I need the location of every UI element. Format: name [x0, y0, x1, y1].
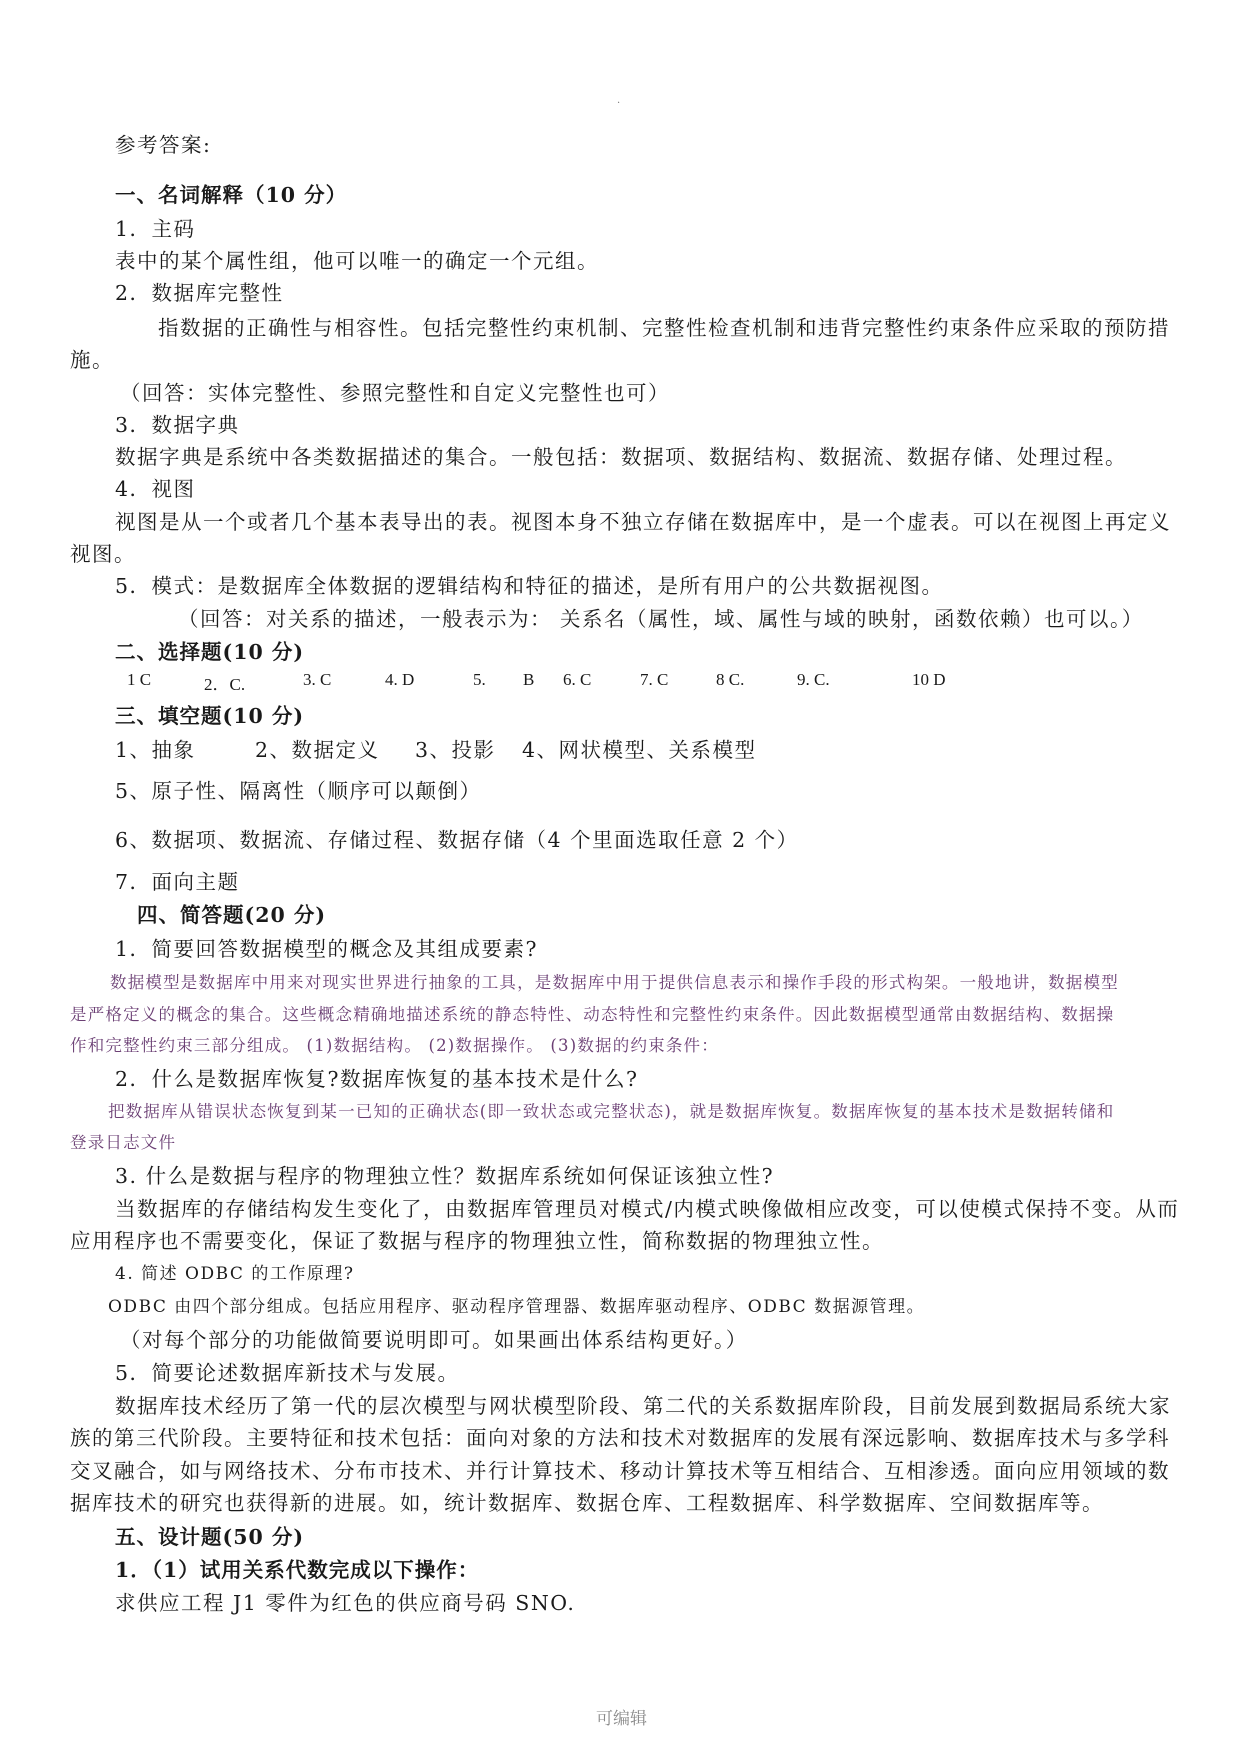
s1-q2-answer-line2: 施。: [70, 348, 114, 372]
s4-q2-answer-line1: 把数据库从错误状态恢复到某一已知的正确状态(即一致状态或完整状态)，就是数据库恢复。数据库恢复的基本技术是数据转储和: [108, 1102, 1115, 1121]
section-4-title: 四、简答题(20 分): [137, 903, 327, 927]
s1-q3-title: 3．数据字典: [115, 413, 240, 437]
mcq-answer-10: 10 D: [912, 670, 946, 689]
s4-q5-answer-line1: 数据库技术经历了第一代的层次模型与网状模型阶段、第二代的关系数据库阶段，目前发展到数据局系统大家: [115, 1394, 1171, 1418]
section-2-title: 二、选择题(10 分): [115, 640, 305, 664]
mcq-answer-3: 3. C: [303, 670, 332, 689]
mcq-answer-4: 4. D: [385, 670, 415, 689]
s4-q5-answer-line4: 据库技术的研究也获得新的进展。如，统计数据库、数据仓库、工程数据库、科学数据库、空间数据库等。: [70, 1491, 1104, 1515]
s4-q3-answer-line2: 应用程序也不需要变化，保证了数据与程序的物理独立性，简称数据的物理独立性。: [70, 1229, 884, 1253]
s4-q1-answer-line2: 是严格定义的概念的集合。这些概念精确地描述系统的静态特性、动态特性和完整性约束条件。因此数据模型通常由数据结构、数据操: [70, 1005, 1115, 1024]
mcq-answer-8: 8 C.: [716, 670, 745, 689]
s4-q1-answer-line3: 作和完整性约束三部分组成。 (1)数据结构。 (2)数据操作。 (3)数据的约束条件：: [70, 1036, 719, 1055]
s4-q2-title: 2．什么是数据库恢复?数据库恢复的基本技术是什么?: [115, 1067, 639, 1091]
s4-q3-title: 3. 什么是数据与程序的物理独立性？数据库系统如何保证该独立性?: [115, 1164, 775, 1188]
s4-q5-answer-line3: 交叉融合，如与网络技术、分布市技术、并行计算技术、移动计算技术等互相结合、互相渗透。面向应用领域的数: [70, 1459, 1170, 1483]
fill-answer-7: 7．面向主题: [115, 870, 240, 894]
s5-q1-text: 求供应工程 J1 零件为红色的供应商号码 SNO.: [115, 1591, 576, 1615]
mcq-answer-2: 2．C.: [204, 675, 246, 694]
mcq-answer-6: 6. C: [563, 670, 592, 689]
s4-q5-title: 5．简要论述数据库新技术与发展。: [115, 1361, 460, 1385]
s4-q4-answer: ODBC 由四个部分组成。包括应用程序、驱动程序管理器、数据库驱动程序、ODBC 数据源管理。: [108, 1297, 926, 1317]
mcq-answer-7: 7. C: [640, 670, 669, 689]
s4-q5-answer-line2: 族的第三代阶段。主要特征和技术包括：面向对象的方法和技术对数据库的发展有深远影响、数据库技术与多学科: [70, 1426, 1170, 1450]
s5-q1-title: 1．（1）试用关系代数完成以下操作：: [115, 1558, 480, 1582]
s4-q1-answer-line1: 数据模型是数据库中用来对现实世界进行抽象的工具，是数据库中用于提供信息表示和操作手段的形式构架。一般地讲，数据模型: [110, 973, 1119, 992]
fill-answer-2: 2、数据定义: [255, 738, 380, 762]
s4-q4-title: 4. 简述 ODBC 的工作原理?: [115, 1264, 355, 1284]
s4-q1-title: 1．简要回答数据模型的概念及其组成要素?: [115, 937, 539, 961]
fill-answer-4: 4、网状模型、关系模型: [522, 738, 757, 762]
s4-q2-answer-line2: 登录日志文件: [70, 1133, 177, 1152]
section-3-title: 三、填空题(10 分): [115, 704, 305, 728]
mcq-answer-1: 1 C: [127, 670, 152, 689]
s1-q3-answer: 数据字典是系统中各类数据描述的集合。一般包括：数据项、数据结构、数据流、数据存储、处理过程。: [115, 445, 1127, 469]
section-1-title: 一、名词解释（10 分）: [115, 183, 348, 207]
s4-q3-answer-line1: 当数据库的存储结构发生变化了，由数据库管理员对模式/内模式映像做相应改变，可以使模式保持不变。从而: [115, 1197, 1180, 1221]
s1-q2-answer-line1: 指数据的正确性与相容性。包括完整性约束机制、完整性检查机制和违背完整性约束条件应采取的预防措: [158, 316, 1170, 340]
s1-q5-answer: 5．模式：是数据库全体数据的逻辑结构和特征的描述，是所有用户的公共数据视图。: [115, 574, 944, 598]
answer-header: 参考答案:: [115, 133, 212, 157]
footer-editable-label: 可编辑: [596, 1709, 647, 1729]
s1-q4-title: 4．视图: [115, 477, 196, 501]
mcq-answer-5: 5.: [473, 670, 486, 689]
s1-q5-note: （回答：对关系的描述，一般表示为： 关系名（属性，域、属性与域的映射，函数依赖）也可以。）: [178, 607, 1144, 631]
s1-q2-title: 2．数据库完整性: [115, 281, 284, 305]
mcq-answer-9: 9. C.: [797, 670, 830, 689]
fill-answer-5: 5、原子性、隔离性（顺序可以颠倒）: [115, 779, 482, 803]
s1-q4-answer-line1: 视图是从一个或者几个基本表导出的表。视图本身不独立存储在数据库中，是一个虚表。可以在视图上再定义: [115, 510, 1171, 534]
s4-q4-note: （对每个部分的功能做简要说明即可。如果画出体系结构更好。）: [120, 1328, 748, 1352]
s1-q1-answer: 表中的某个属性组，他可以唯一的确定一个元组。: [115, 249, 599, 273]
s1-q2-note: （回答：实体完整性、参照完整性和自定义完整性也可）: [120, 381, 670, 405]
fill-answer-3: 3、投影: [415, 738, 496, 762]
mcq-answer-5-choice: B: [523, 670, 535, 689]
fill-answer-1: 1、抽象: [115, 738, 196, 762]
s1-q4-answer-line2: 视图。: [70, 542, 136, 566]
top-mark: .: [617, 95, 621, 106]
fill-answer-6: 6、数据项、数据流、存储过程、数据存储（4 个里面选取任意 2 个）: [115, 828, 799, 852]
s1-q1-title: 1．主码: [115, 217, 196, 241]
section-5-title: 五、设计题(50 分): [115, 1525, 305, 1549]
